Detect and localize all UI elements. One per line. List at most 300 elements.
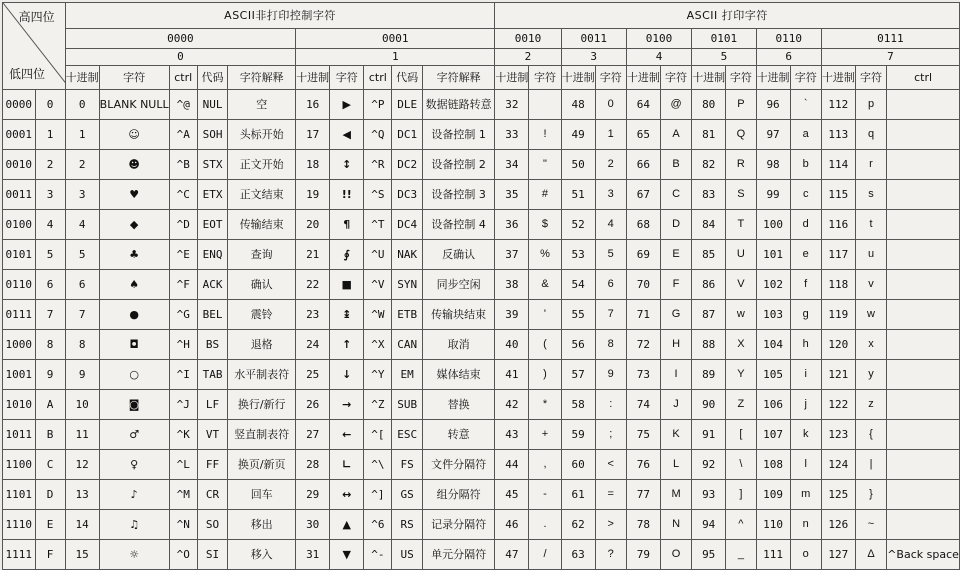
ctrl-glyph: ♪: [99, 480, 169, 510]
ctrl-code: ACK: [197, 270, 227, 300]
table-row: [3, 150, 960, 180]
low-bin: 1010: [3, 390, 36, 420]
high-bin-6: 0110: [756, 29, 821, 49]
ctrl-key: ^L: [169, 450, 197, 480]
ctrl-desc: 替换: [422, 390, 495, 420]
ctrl-dec: 31: [296, 540, 330, 570]
print-char: e: [790, 240, 821, 270]
corner-header: [3, 3, 66, 90]
ctrl-desc: 设备控制 1: [422, 120, 495, 150]
low-bin: 0001: [3, 120, 36, 150]
print-dec: 71: [626, 300, 660, 330]
print-char: 0: [595, 90, 626, 120]
print-char: :: [595, 390, 626, 420]
print-dec: 110: [756, 510, 790, 540]
ctrl-dec: 22: [296, 270, 330, 300]
ctrl-glyph: ▶: [330, 90, 364, 120]
del-ctrl: [887, 300, 960, 330]
print-dec: 96: [756, 90, 790, 120]
ascii-table-container: [2, 2, 960, 570]
print-char: G: [660, 300, 691, 330]
print-char: f: [790, 270, 821, 300]
ctrl-glyph: ◀: [330, 120, 364, 150]
print-dec: 54: [561, 270, 595, 300]
ctrl-code: SI: [197, 540, 227, 570]
low-bin: 1000: [3, 330, 36, 360]
print-dec: 49: [561, 120, 595, 150]
print-dec: 85: [692, 240, 726, 270]
ctrl-glyph: ☻: [99, 150, 169, 180]
print-dec: 70: [626, 270, 660, 300]
print-char: u: [855, 240, 886, 270]
low-bin: 0110: [3, 270, 36, 300]
col-header-dec: 十进制: [626, 66, 660, 90]
ctrl-code: CR: [197, 480, 227, 510]
print-char: q: [855, 120, 886, 150]
print-char: ?: [595, 540, 626, 570]
print-char: R: [726, 150, 756, 180]
ctrl-key: ^M: [169, 480, 197, 510]
ctrl-code: CAN: [392, 330, 422, 360]
high-bin-1: 0001: [296, 29, 495, 49]
ctrl-glyph: BLANK NULL: [99, 90, 169, 120]
print-dec: 82: [692, 150, 726, 180]
print-dec: 72: [626, 330, 660, 360]
high-bin-5: 0101: [692, 29, 756, 49]
ctrl-glyph: ↨: [330, 300, 364, 330]
print-char: N: [660, 510, 691, 540]
column-header-row: [3, 66, 960, 90]
high-hex-3: 3: [561, 49, 626, 66]
ctrl-desc: 组分隔符: [422, 480, 495, 510]
print-char: Δ: [855, 540, 886, 570]
table-row: [3, 240, 960, 270]
print-char: 7: [595, 300, 626, 330]
print-char: g: [790, 300, 821, 330]
print-dec: 108: [756, 450, 790, 480]
print-dec: 116: [821, 210, 855, 240]
low-bin: 0010: [3, 150, 36, 180]
ctrl-code: ESC: [392, 420, 422, 450]
col-header-ctrl: ctrl: [169, 66, 197, 90]
ctrl-code: FF: [197, 450, 227, 480]
ctrl-dec: 2: [65, 150, 99, 180]
low-nibble-label: 低四位: [9, 67, 46, 82]
ctrl-desc: 水平制表符: [228, 360, 296, 390]
col-header-dec: 十进制: [495, 66, 529, 90]
print-dec: 87: [692, 300, 726, 330]
low-hex: 5: [35, 240, 65, 270]
table-row: [3, 390, 960, 420]
del-ctrl: [887, 150, 960, 180]
ctrl-key: ^6: [364, 510, 392, 540]
ctrl-key: ^@: [169, 90, 197, 120]
del-ctrl: [887, 360, 960, 390]
ctrl-desc: 头标开始: [228, 120, 296, 150]
print-char: 2: [595, 150, 626, 180]
print-char: b: [790, 150, 821, 180]
col-header-dec: 十进制: [65, 66, 99, 90]
ctrl-dec: 26: [296, 390, 330, 420]
low-hex: F: [35, 540, 65, 570]
ctrl-glyph: ○: [99, 360, 169, 390]
low-bin: 1100: [3, 450, 36, 480]
ctrl-glyph: ■: [330, 270, 364, 300]
high-nibble-label: 高四位: [18, 10, 55, 24]
col-header-char: 字符: [529, 66, 561, 90]
low-hex: 6: [35, 270, 65, 300]
ctrl-glyph: ↓: [330, 360, 364, 390]
print-char: <: [595, 450, 626, 480]
ctrl-dec: 16: [296, 90, 330, 120]
print-dec: 77: [626, 480, 660, 510]
ctrl-dec: 8: [65, 330, 99, 360]
print-dec: 86: [692, 270, 726, 300]
print-dec: 93: [692, 480, 726, 510]
print-char: y: [855, 360, 886, 390]
table-row: [3, 360, 960, 390]
ctrl-desc: 移出: [228, 510, 296, 540]
print-dec: 69: [626, 240, 660, 270]
print-char: #: [529, 180, 561, 210]
print-char: a: [790, 120, 821, 150]
print-dec: 105: [756, 360, 790, 390]
ctrl-desc: 设备控制 3: [422, 180, 495, 210]
print-char: J: [660, 390, 691, 420]
ctrl-dec: 9: [65, 360, 99, 390]
print-dec: 63: [561, 540, 595, 570]
print-dec: 41: [495, 360, 529, 390]
ctrl-key: ^I: [169, 360, 197, 390]
high-bin-7: 0111: [821, 29, 959, 49]
col-header-char: 字符: [330, 66, 364, 90]
ctrl-glyph: →: [330, 390, 364, 420]
ctrl-glyph: ♠: [99, 270, 169, 300]
print-char: d: [790, 210, 821, 240]
del-ctrl: [887, 240, 960, 270]
print-dec: 103: [756, 300, 790, 330]
high-bin-0: 0000: [65, 29, 296, 49]
high-bin-2: 0010: [495, 29, 561, 49]
ctrl-desc: 震铃: [228, 300, 296, 330]
ctrl-key: ^T: [364, 210, 392, 240]
print-char: z: [855, 390, 886, 420]
ascii-table: [2, 2, 960, 570]
print-dec: 46: [495, 510, 529, 540]
print-dec: 50: [561, 150, 595, 180]
ctrl-desc: 换行/新行: [228, 390, 296, 420]
ctrl-key: ^J: [169, 390, 197, 420]
print-char: ]: [726, 480, 756, 510]
table-row: [3, 300, 960, 330]
print-dec: 73: [626, 360, 660, 390]
low-bin: 1110: [3, 510, 36, 540]
print-char: >: [595, 510, 626, 540]
high-hex-2: 2: [495, 49, 561, 66]
ctrl-key: ^S: [364, 180, 392, 210]
low-hex: A: [35, 390, 65, 420]
ctrl-glyph: ▲: [330, 510, 364, 540]
print-dec: 83: [692, 180, 726, 210]
table-row: [3, 450, 960, 480]
ctrl-dec: 11: [65, 420, 99, 450]
low-bin: 1011: [3, 420, 36, 450]
table-row: [3, 330, 960, 360]
high-hex-4: 4: [626, 49, 691, 66]
ctrl-glyph: ∮: [330, 240, 364, 270]
table-body: [3, 90, 960, 570]
ctrl-key: ^E: [169, 240, 197, 270]
col-header-char: 字符: [99, 66, 169, 90]
ctrl-desc: 正文开始: [228, 150, 296, 180]
ctrl-desc: 设备控制 4: [422, 210, 495, 240]
low-bin: 1111: [3, 540, 36, 570]
print-char: l: [790, 450, 821, 480]
print-dec: 56: [561, 330, 595, 360]
print-char: 4: [595, 210, 626, 240]
print-char: {: [855, 420, 886, 450]
print-dec: 104: [756, 330, 790, 360]
col-header-ctrl: ctrl: [887, 66, 960, 90]
del-ctrl: [887, 270, 960, 300]
col-header-dec: 十进制: [692, 66, 726, 90]
ctrl-desc: 退格: [228, 330, 296, 360]
ctrl-dec: 4: [65, 210, 99, 240]
ctrl-dec: 23: [296, 300, 330, 330]
ctrl-dec: 15: [65, 540, 99, 570]
col-header-dec: 十进制: [821, 66, 855, 90]
ctrl-key: ^W: [364, 300, 392, 330]
print-char: T: [726, 210, 756, 240]
ctrl-code: RS: [392, 510, 422, 540]
print-char: .: [529, 510, 561, 540]
table-row: [3, 270, 960, 300]
print-char: }: [855, 480, 886, 510]
ctrl-key: ^P: [364, 90, 392, 120]
ctrl-code: DC2: [392, 150, 422, 180]
print-char: [: [726, 420, 756, 450]
low-hex: 0: [35, 90, 65, 120]
print-dec: 117: [821, 240, 855, 270]
print-dec: 122: [821, 390, 855, 420]
ctrl-glyph: ▼: [330, 540, 364, 570]
print-dec: 45: [495, 480, 529, 510]
print-char: Y: [726, 360, 756, 390]
del-ctrl: [887, 330, 960, 360]
high-hex-0: 0: [65, 49, 296, 66]
print-dec: 44: [495, 450, 529, 480]
print-char: E: [660, 240, 691, 270]
ctrl-code: NUL: [197, 90, 227, 120]
ctrl-glyph: ♥: [99, 180, 169, 210]
table-row: [3, 90, 960, 120]
del-ctrl: [887, 450, 960, 480]
print-char: 8: [595, 330, 626, 360]
ctrl-desc: 正文结束: [228, 180, 296, 210]
print-dec: 67: [626, 180, 660, 210]
col-header-code: 代码: [197, 66, 227, 90]
ctrl-key: ^H: [169, 330, 197, 360]
ctrl-key: ^-: [364, 540, 392, 570]
ctrl-key: ^G: [169, 300, 197, 330]
print-char: w: [726, 300, 756, 330]
table-row: [3, 480, 960, 510]
low-hex: 9: [35, 360, 65, 390]
low-hex: C: [35, 450, 65, 480]
print-dec: 42: [495, 390, 529, 420]
print-dec: 81: [692, 120, 726, 150]
ctrl-glyph: ♀: [99, 450, 169, 480]
low-bin: 0111: [3, 300, 36, 330]
ctrl-code: TAB: [197, 360, 227, 390]
print-dec: 53: [561, 240, 595, 270]
print-dec: 40: [495, 330, 529, 360]
print-char: O: [660, 540, 691, 570]
ctrl-desc: 换页/新页: [228, 450, 296, 480]
print-dec: 60: [561, 450, 595, 480]
ctrl-dec: 30: [296, 510, 330, 540]
print-dec: 107: [756, 420, 790, 450]
ctrl-key: ^C: [169, 180, 197, 210]
print-char: |: [855, 450, 886, 480]
print-dec: 84: [692, 210, 726, 240]
ctrl-glyph: ◆: [99, 210, 169, 240]
print-dec: 55: [561, 300, 595, 330]
print-char: S: [726, 180, 756, 210]
print-dec: 36: [495, 210, 529, 240]
print-dec: 80: [692, 90, 726, 120]
print-dec: 89: [692, 360, 726, 390]
print-char: B: [660, 150, 691, 180]
ctrl-code: DC3: [392, 180, 422, 210]
print-char: p: [855, 90, 886, 120]
print-char: ': [529, 300, 561, 330]
low-bin: 1001: [3, 360, 36, 390]
print-char: H: [660, 330, 691, 360]
print-dec: 126: [821, 510, 855, 540]
print-dec: 111: [756, 540, 790, 570]
print-dec: 101: [756, 240, 790, 270]
ctrl-dec: 7: [65, 300, 99, 330]
low-hex: 2: [35, 150, 65, 180]
ctrl-glyph: ◘: [99, 330, 169, 360]
ctrl-code: SOH: [197, 120, 227, 150]
print-dec: 115: [821, 180, 855, 210]
print-char: t: [855, 210, 886, 240]
print-dec: 51: [561, 180, 595, 210]
low-hex: 8: [35, 330, 65, 360]
print-char: X: [726, 330, 756, 360]
print-dec: 98: [756, 150, 790, 180]
col-header-desc: 字符解释: [228, 66, 296, 90]
ctrl-desc: 竖直制表符: [228, 420, 296, 450]
ctrl-desc: 文件分隔符: [422, 450, 495, 480]
del-ctrl: ^Back space: [887, 540, 960, 570]
ctrl-dec: 10: [65, 390, 99, 420]
print-dec: 62: [561, 510, 595, 540]
print-dec: 95: [692, 540, 726, 570]
print-dec: 118: [821, 270, 855, 300]
print-dec: 94: [692, 510, 726, 540]
print-dec: 90: [692, 390, 726, 420]
low-hex: 4: [35, 210, 65, 240]
print-dec: 65: [626, 120, 660, 150]
print-char: %: [529, 240, 561, 270]
print-char: ": [529, 150, 561, 180]
ctrl-dec: 6: [65, 270, 99, 300]
ctrl-glyph: ☼: [99, 540, 169, 570]
print-char: (: [529, 330, 561, 360]
print-char: [529, 90, 561, 120]
print-dec: 114: [821, 150, 855, 180]
ctrl-code: DC1: [392, 120, 422, 150]
print-dec: 39: [495, 300, 529, 330]
print-char: Z: [726, 390, 756, 420]
low-hex: B: [35, 420, 65, 450]
print-char: 9: [595, 360, 626, 390]
ctrl-desc: 回车: [228, 480, 296, 510]
high-bin-3: 0011: [561, 29, 626, 49]
ctrl-dec: 14: [65, 510, 99, 540]
ctrl-code: EM: [392, 360, 422, 390]
ctrl-code: US: [392, 540, 422, 570]
ctrl-code: STX: [197, 150, 227, 180]
print-char: F: [660, 270, 691, 300]
low-hex: 1: [35, 120, 65, 150]
print-dec: 88: [692, 330, 726, 360]
print-dec: 52: [561, 210, 595, 240]
print-dec: 58: [561, 390, 595, 420]
ctrl-dec: 19: [296, 180, 330, 210]
ctrl-dec: 17: [296, 120, 330, 150]
ctrl-dec: 3: [65, 180, 99, 210]
print-char: k: [790, 420, 821, 450]
low-hex: 7: [35, 300, 65, 330]
print-dec: 75: [626, 420, 660, 450]
ctrl-code: ETX: [197, 180, 227, 210]
print-char: =: [595, 480, 626, 510]
print-char: V: [726, 270, 756, 300]
print-char: \: [726, 450, 756, 480]
ctrl-code: ETB: [392, 300, 422, 330]
print-dec: 97: [756, 120, 790, 150]
high-bin-4: 0100: [626, 29, 691, 49]
print-char: L: [660, 450, 691, 480]
print-dec: 99: [756, 180, 790, 210]
ctrl-key: ^Y: [364, 360, 392, 390]
ctrl-dec: 20: [296, 210, 330, 240]
print-dec: 64: [626, 90, 660, 120]
del-ctrl: [887, 390, 960, 420]
ctrl-glyph: ↕: [330, 150, 364, 180]
print-char: &: [529, 270, 561, 300]
print-char: c: [790, 180, 821, 210]
high-hex-5: 5: [692, 49, 756, 66]
print-char: w: [855, 300, 886, 330]
ctrl-key: ^X: [364, 330, 392, 360]
ctrl-dec: 0: [65, 90, 99, 120]
print-dec: 76: [626, 450, 660, 480]
print-char: -: [529, 480, 561, 510]
ctrl-dec: 12: [65, 450, 99, 480]
print-dec: 57: [561, 360, 595, 390]
print-char: ): [529, 360, 561, 390]
low-hex: E: [35, 510, 65, 540]
ctrl-code: FS: [392, 450, 422, 480]
print-dec: 127: [821, 540, 855, 570]
print-char: K: [660, 420, 691, 450]
print-dec: 38: [495, 270, 529, 300]
